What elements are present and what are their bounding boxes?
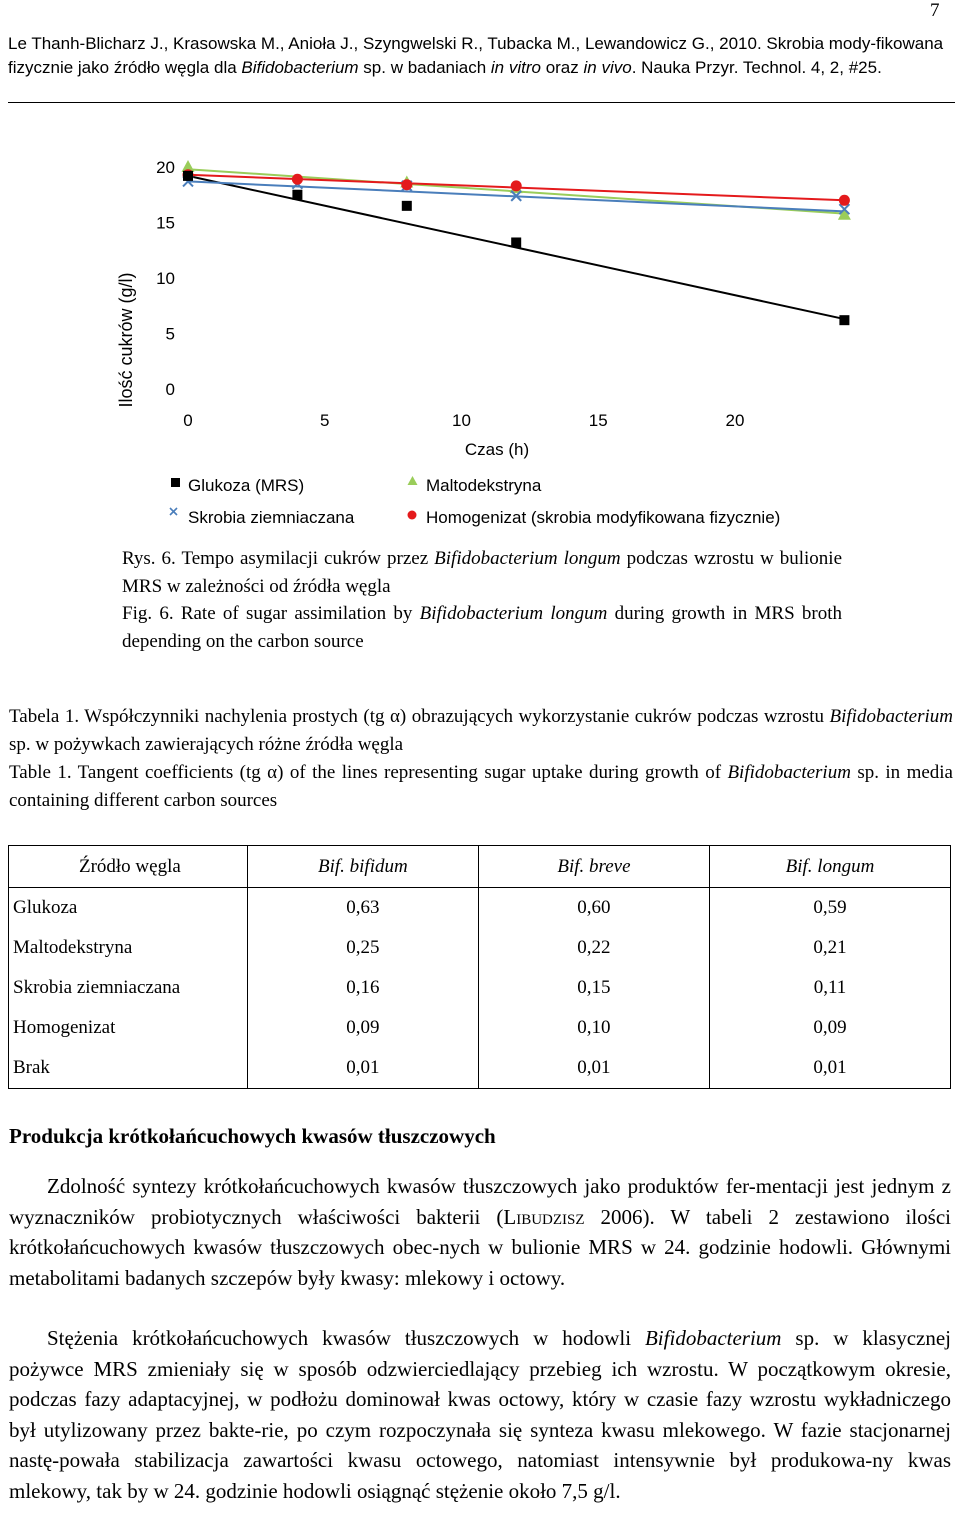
header-carbon-source: Źródło węgla [9,846,248,888]
caption-en-prefix: Fig. 6. Rate of sugar assimilation by [122,603,420,624]
citation-authors: Le Thanh-Blicharz J., Krasowska M., Anioła J., Szyngwelski R., Tubacka M., Lewandowicz G., 2010. Skrobia mody-fikowana fizycznie jako źródło węgla dla [8,34,944,77]
header-bif-bifidum [247,846,478,888]
citation-header [8,32,958,80]
y-tick-label: 15 [156,213,175,233]
citation-genus: Bifidobacterium [241,58,359,77]
legend-homogenizat: Homogenizat (skrobia modyfikowana fizycznie) [426,508,781,527]
x-tick-label: 0 [183,411,193,430]
table-cell: 0,59 [709,888,950,929]
table-cell: 0,63 [247,888,478,929]
legend-maltodekstryna: Maltodekstryna [426,476,542,495]
x-tick-label: 20 [725,411,745,430]
paragraph-1 [9,1171,951,1293]
data-point [511,180,522,191]
data-point [292,174,303,185]
table-cell: 0,15 [478,968,709,1008]
x-tick-label: 5 [320,411,330,430]
table-cell: 0,09 [709,1008,950,1048]
data-point [839,195,850,206]
header-bif-bifidum-text: Bif. bifidum [317,855,408,877]
table-cell: 0,01 [709,1048,950,1089]
table-cell: 0,22 [478,928,709,968]
legend-square-marker [170,477,182,489]
x-axis-label: Czas (h) [464,440,530,459]
tcap-pl-suffix: sp. w pożywkach zawierających różne źródła węgla [9,734,404,755]
legend-triangle-marker [407,475,419,487]
caption-en-organism: Bifidobacterium longum [419,603,608,624]
section-heading: Produkcja krótkołańcuchowych kwasów tłuszczowych [9,1124,496,1148]
tcap-en-organism: Bifidobacterium [727,762,851,783]
y-tick-label: 5 [165,324,175,344]
data-point [511,237,521,247]
legend-circle-marker [406,509,418,521]
table-row [9,1048,951,1089]
y-tick-label: 0 [165,380,175,399]
y-axis-label: Ilość cukrów (g/l) [116,272,136,408]
tcap-en-prefix: Table 1. Tangent coefficients (tg α) of the lines representing sugar uptake during growth of [9,762,728,783]
citation-in-vivo: in vivo [583,58,632,77]
table-cell: Maltodekstryna [9,928,248,968]
caption-en-suffix: during growth in MRS broth depending on the carbon source [122,603,842,652]
caption-pl-suffix: podczas wzrostu w bulionie MRS w zależności od źródła węgla [122,548,843,597]
data-point [401,179,412,190]
table-cell: Homogenizat [9,1008,248,1048]
table-cell: 0,10 [478,1008,709,1048]
header-rule [8,102,955,103]
figure-caption-pl [122,545,842,601]
header-bif-breve-text: Bif. breve [557,855,631,877]
table-row [9,928,951,968]
y-tick-labels [156,158,175,399]
para1-text-b: 2006). W tabeli 2 zestawiono ilości krótkołańcuchowych kwasów tłuszczowych obec-nych w bulionie MRS w 24. godzinie hodowli. Głównymi metabolitami badanych szczepów były kwasy: mlekowy i octowy. [9,1204,951,1290]
sugar-chart [0,140,960,470]
tcap-pl-prefix: Tabela 1. Współczynniki nachylenia prostych (tg α) obrazujących wykorzystanie cukrów podczas wzrostu [9,706,830,727]
table-cell: Glukoza [9,888,248,929]
x-tick-labels [183,411,744,430]
table-caption-pl [9,703,953,759]
header-bif-longum-text: Bif. longum [785,855,875,877]
table-row [9,888,951,929]
citation-mid: sp. w badaniach [358,58,491,77]
caption-pl-organism: Bifidobacterium longum [434,548,621,569]
citation-journal: . Nauka Przyr. Technol. 4, 2, #25. [631,58,882,77]
paragraph-2 [9,1323,951,1506]
para2-text-a: Stężenia krótkołańcuchowych kwasów tłuszczowych w hodowli [47,1326,645,1350]
table-cell: 0,01 [478,1048,709,1089]
tcap-pl-organism: Bifidobacterium [829,706,953,727]
data-point [402,201,412,211]
citation-and: oraz [540,58,584,77]
para1-text-a: Zdolność syntezy krótkołańcuchowych kwasów tłuszczowych jako produktów fer-mentacji jest jednym z wyznaczników probiotycznych właściwości bakterii ( [9,1174,951,1229]
y-tick-label: 20 [156,158,175,177]
para2-text-b: sp. w klasycznej pożywce MRS zmieniały się w sposób odzwierciedlający przebieg ich wzrostu. W początkowym okresie, podczas fazy adaptacyjnej, w podłożu dominował kwas octowy, który w czasie fazy wzrostu wykładniczego był utylizowany przez bakte-rie, po czym rozpoczynała się synteza kwasu mlekowego. W fazie stacjonarnej nastę-powała stabilizacja zawartości kwasu octowego, natomiast intensywnie był produkowa-ny kwas mlekowy, tak by w 24. godzinie hodowli osiągnąć stężenie około 7,5 g/l. [9,1326,951,1503]
data-point [183,171,193,181]
table-cell: 0,16 [247,968,478,1008]
citation-in-vitro: in vitro [490,58,541,77]
chart-legend [0,470,960,540]
tcap-en-suffix: sp. in media containing different carbon sources [9,762,953,811]
table-caption-en [9,759,953,815]
x-tick-label: 15 [588,411,608,430]
para1-citation: Libudzisz [503,1204,585,1229]
page-number: 7 [930,0,940,21]
table-cell: Brak [9,1048,248,1089]
table-cell: 0,09 [247,1008,478,1048]
table-cell: 0,01 [247,1048,478,1089]
table-cell: 0,25 [247,928,478,968]
table-cell: Skrobia ziemniaczana [9,968,248,1008]
data-point [839,315,849,325]
table-row [9,968,951,1008]
y-tick-label: 10 [156,269,175,288]
figure-caption-en [122,600,842,656]
table-row [9,1008,951,1048]
legend-x-marker [168,506,180,518]
table-cell: 0,21 [709,928,950,968]
legend-skrobia: Skrobia ziemniaczana [188,508,355,527]
para2-genus: Bifidobacterium [644,1326,782,1350]
tangent-coefficients-table [8,845,951,1089]
table-cell: 0,11 [709,968,950,1008]
table-cell: 0,60 [478,888,709,929]
caption-pl-prefix: Rys. 6. Tempo asymilacji cukrów przez [122,548,435,569]
legend-glukoza: Glukoza (MRS) [188,476,305,495]
table-header-row [9,846,951,888]
x-tick-label: 10 [452,411,471,430]
data-point [292,190,302,200]
header-bif-breve [478,846,709,888]
header-bif-longum [709,846,950,888]
